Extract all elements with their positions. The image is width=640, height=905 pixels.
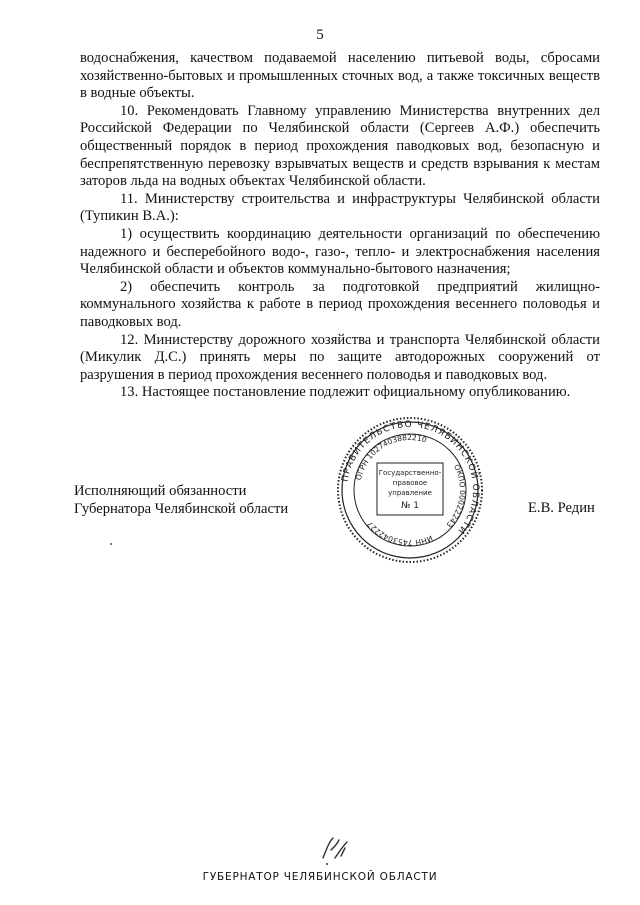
signatory-title-line-1: Исполняющий обязанности [74,483,247,499]
seal-okpo-text: ОКПО 00022243 [444,462,468,530]
seal-inner-line-1: Государственно- [378,469,442,477]
seal-inner-line-3: управление [388,489,432,497]
page-number: 5 [316,27,324,43]
seal-inn-text: ИНН 7453042227 [365,519,434,548]
signatory-title [74,482,288,518]
letterhead-footer: ГУБЕРНАТОР ЧЕЛЯБИНСКОЙ ОБЛАСТИ [202,871,438,883]
paragraph-continuation: водоснабжения, качеством подаваемой населению питьевой воды, сбросами хозяйственно-бытовых и промышленных сточных вод, а также токсичных веществ в водные объекты. [80,50,600,102]
seal-outer-text: ПРАВИТЕЛЬСТВО ЧЕЛЯБИНСКОЙ ОБЛАСТИ [340,419,481,537]
paragraph-11-item-1: 1) осуществить координацию деятельности организаций по обеспечению надежного и бесперебойного водо-, газо-, тепло- и электроснабжения населения Челябинской области и объектов коммунально-бытового назначения; [80,225,600,278]
seal-inner-line-4: № 1 [401,501,419,511]
document-body [80,50,600,402]
official-seal-stamp [335,415,485,565]
svg-text:ИНН 7453042227 [365,519,434,547]
paragraph-11-item-2: 2) обеспечить контроль за подготовкой предприятий жилищно-коммунального хозяйства к работе в период прохождения весеннего половодья и паводковых вод. [80,278,600,330]
signatory-name: Е.В. Редин [528,500,595,516]
paragraph-10: 10. Рекомендовать Главному управлению Министерства внутренних дел Российской Федерации по Челябинской области (Сергеев А.Ф.) обеспечить общественный порядок в период прохождения паводковых вод, безопасную и беспрепятственную перевозку взрывчатых веществ и средств взрывания к местам заторов льда на водных объектах Челябинской области. [80,102,600,190]
paragraph-12: 12. Министерству дорожного хозяйства и транспорта Челябинской области (Микулик Д.С.) принять меры по защите автодорожных сооружений от разрушения в период прохождения весеннего половодья и паводковых вод. [80,331,600,383]
stray-mark [110,543,112,545]
paragraph-11: 11. Министерству строительства и инфраструктуры Челябинской области (Тупикин В.А.): [80,190,600,225]
signatory-title-line-2: Губернатора Челябинской области [74,501,289,517]
handwritten-initial-mark [315,828,355,868]
paragraph-13: 13. Настоящее постановление подлежит официальному опубликованию. [120,384,571,401]
seal-ogrn-text: ОГРН 1027403882210 [354,432,428,482]
seal-inner-line-2: правовое [392,479,428,487]
